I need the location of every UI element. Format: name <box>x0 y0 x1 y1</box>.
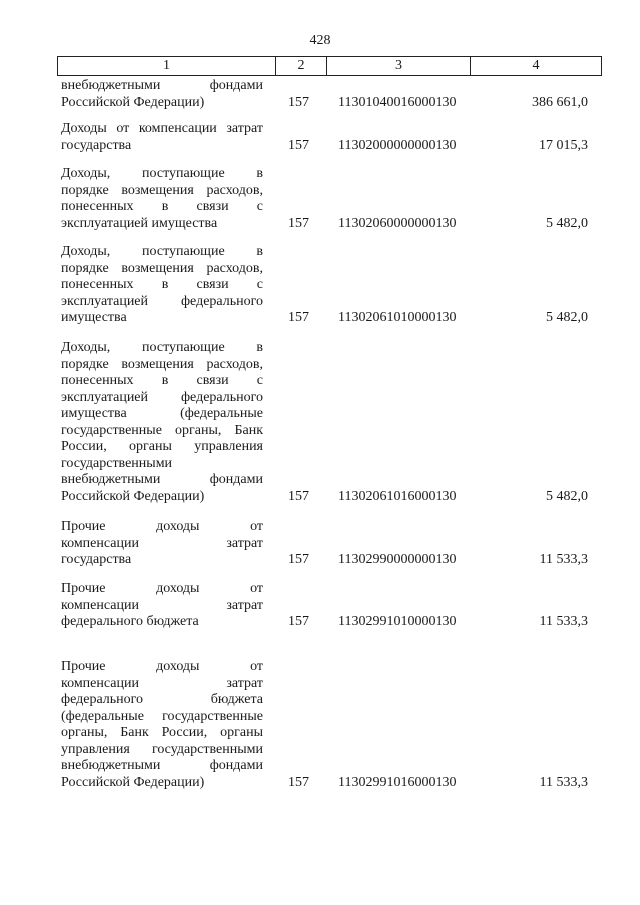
page-number: 428 <box>309 33 331 48</box>
description-line: Прочие доходы от <box>61 519 263 534</box>
description-line: внебюджетными фондами <box>61 758 263 773</box>
description-line: Российской Федерации) <box>61 774 205 790</box>
budget-class-code: 11302061016000130 <box>338 488 457 504</box>
description-line: Прочие доходы от <box>61 659 263 674</box>
table-row <box>0 121 640 154</box>
row-description <box>61 519 263 569</box>
description-line: понесенных в связи с <box>61 199 263 214</box>
description-line: Российской Федерации) <box>61 488 205 504</box>
budget-class-code: 11302990000000130 <box>338 552 457 567</box>
budget-class-code: 11302000000000130 <box>338 137 457 153</box>
description-line: компенсации затрат <box>61 535 263 551</box>
description-line: порядке возмещения расходов, <box>61 260 263 276</box>
description-line: Доходы от компенсации затрат <box>61 121 263 136</box>
table-row <box>0 581 640 631</box>
amount-value: 17 015,3 <box>539 137 588 153</box>
description-line: понесенных в связи с <box>61 277 263 292</box>
budget-class-code: 11302061010000130 <box>338 310 457 325</box>
admin-code: 157 <box>288 310 309 325</box>
amount-value: 11 533,3 <box>539 614 588 629</box>
header-col-1: 1 <box>58 57 276 76</box>
header-col-2: 2 <box>276 57 327 76</box>
amount-value: 386 661,0 <box>532 94 588 110</box>
description-line: порядке возмещения расходов, <box>61 182 263 198</box>
table-header <box>57 56 602 76</box>
description-line: внебюджетными фондами <box>61 78 263 93</box>
description-line: имущества <box>61 310 127 325</box>
description-line: Доходы, поступающие в <box>61 166 263 181</box>
budget-class-code: 11302991016000130 <box>338 774 457 790</box>
table-row <box>0 519 640 569</box>
description-line: эксплуатацией федерального <box>61 389 263 405</box>
admin-code: 157 <box>288 488 309 504</box>
table-row <box>0 244 640 327</box>
row-description <box>61 244 263 327</box>
admin-code: 157 <box>288 215 309 231</box>
description-line: государства <box>61 137 132 153</box>
budget-class-code: 11301040016000130 <box>338 94 457 110</box>
description-line: государственные органы, Банк <box>61 422 263 438</box>
description-line: Прочие доходы от <box>61 581 263 596</box>
description-line: имущества (федеральные <box>61 406 263 421</box>
description-line: (федеральные государственные <box>61 708 263 724</box>
budget-class-code: 11302060000000130 <box>338 215 457 231</box>
admin-code: 157 <box>288 137 309 153</box>
description-line: эксплуатацией федерального <box>61 293 263 309</box>
table-row <box>0 166 640 232</box>
row-description <box>61 121 263 154</box>
description-line: государства <box>61 552 132 567</box>
table-row <box>0 340 640 505</box>
row-description <box>61 581 263 631</box>
header-col-4: 4 <box>471 57 602 76</box>
description-line: государственными <box>61 455 173 471</box>
description-line: Российской Федерации) <box>61 94 205 110</box>
description-line: понесенных в связи с <box>61 373 263 388</box>
amount-value: 5 482,0 <box>546 310 588 325</box>
description-line: компенсации затрат <box>61 675 263 691</box>
description-line: Доходы, поступающие в <box>61 244 263 259</box>
amount-value: 5 482,0 <box>546 215 588 231</box>
table-row <box>0 659 640 791</box>
description-line: управления государственными <box>61 741 263 757</box>
description-line: порядке возмещения расходов, <box>61 356 263 372</box>
description-line: России, органы управления <box>61 439 263 454</box>
header-col-3: 3 <box>327 57 471 76</box>
admin-code: 157 <box>288 94 309 110</box>
admin-code: 157 <box>288 552 309 567</box>
table-row <box>0 78 640 111</box>
description-line: федерального бюджета <box>61 614 199 629</box>
description-line: органы, Банк России, органы <box>61 725 263 740</box>
budget-class-code: 11302991010000130 <box>338 614 457 629</box>
amount-value: 5 482,0 <box>546 488 588 504</box>
description-line: эксплуатацией имущества <box>61 215 218 231</box>
description-line: внебюджетными фондами <box>61 472 263 487</box>
amount-value: 11 533,3 <box>539 774 588 790</box>
description-line: федерального бюджета <box>61 692 263 707</box>
admin-code: 157 <box>288 614 309 629</box>
amount-value: 11 533,3 <box>539 552 588 567</box>
description-line: компенсации затрат <box>61 597 263 613</box>
description-line: Доходы, поступающие в <box>61 340 263 355</box>
row-description <box>61 166 263 232</box>
row-description <box>61 659 263 791</box>
row-description <box>61 340 263 505</box>
row-description <box>61 78 263 111</box>
admin-code: 157 <box>288 774 309 790</box>
